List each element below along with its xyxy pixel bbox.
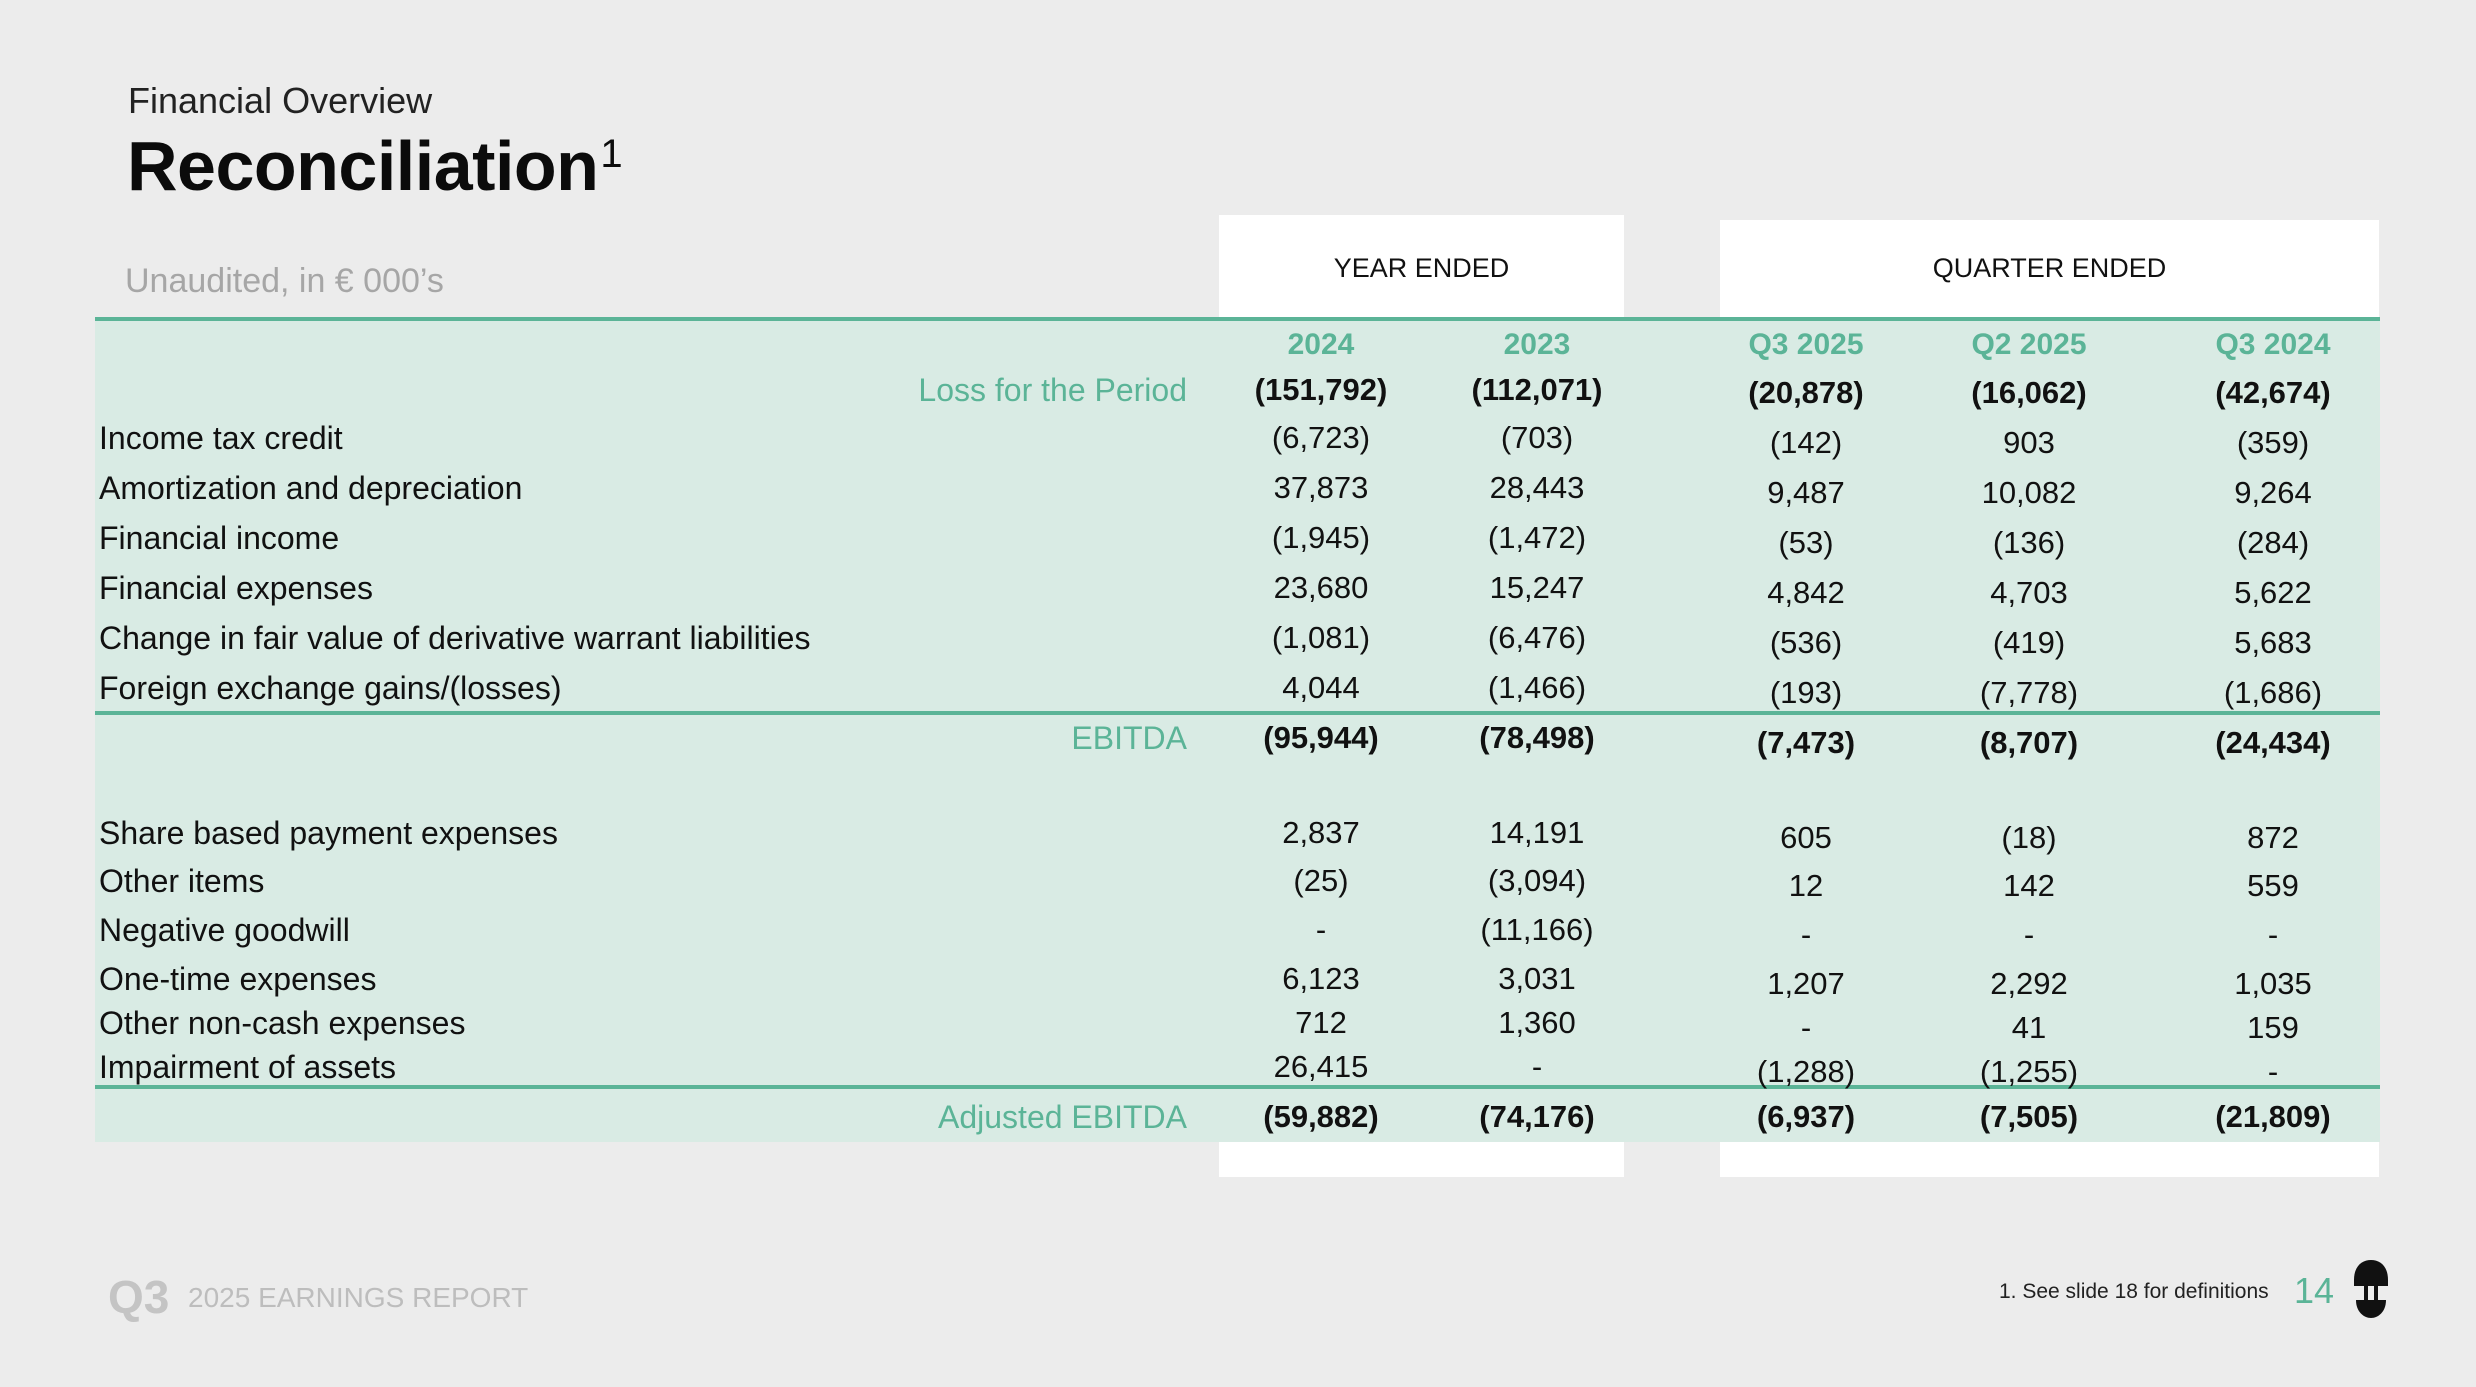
table-cell: - [2023, 917, 2035, 952]
table-cell: 12 [1788, 868, 1824, 903]
row-label: Negative goodwill [99, 912, 350, 948]
table-cell: - [1531, 1049, 1543, 1084]
table-cell: 712 [1295, 1005, 1347, 1040]
table-cell: 1,360 [1498, 1005, 1576, 1040]
table-cell: - [1315, 912, 1327, 947]
footer-quarter: Q3 [108, 1271, 170, 1323]
table-cell: 23,680 [1273, 570, 1369, 605]
row-label: Foreign exchange gains/(losses) [99, 670, 562, 706]
table-cell: (25) [1293, 863, 1349, 898]
table-cell: (112,071) [1471, 372, 1603, 407]
table-cell: - [2267, 917, 2279, 952]
table-cell: 142 [2003, 868, 2055, 903]
table-cell: 9,264 [2234, 475, 2312, 510]
table-cell: (8,707) [1979, 725, 2079, 760]
table-cell: (16,062) [1971, 375, 2087, 410]
table-cell: (1,686) [2223, 675, 2323, 710]
table-cell: 15,247 [1489, 570, 1585, 605]
units-note: Unaudited, in € 000’s [125, 262, 444, 300]
table-cell: 26,415 [1273, 1049, 1369, 1084]
page-title [127, 126, 622, 206]
section-label: Financial Overview [128, 80, 433, 121]
row-label: Financial expenses [99, 570, 373, 606]
table-cell: (7,505) [1979, 1099, 2079, 1134]
table-cell: (21,809) [2215, 1099, 2331, 1134]
table-cell: - [2267, 1054, 2279, 1089]
page-title-text: Reconciliation [127, 127, 599, 205]
row-label: EBITDA [1071, 720, 1187, 756]
page-number: 14 [2294, 1270, 2335, 1311]
footer-report-title: 2025 EARNINGS REPORT [188, 1282, 529, 1313]
table-cell: (419) [1992, 625, 2066, 660]
table-cell: 1,035 [2234, 966, 2312, 1001]
table-cell: (1,466) [1487, 670, 1587, 705]
table-cell: 14,191 [1489, 815, 1585, 850]
footnote: 1. See slide 18 for definitions [1999, 1280, 2269, 1303]
table-cell: (59,882) [1263, 1099, 1379, 1134]
row-label: One-time expenses [99, 961, 377, 997]
table-cell: 2,837 [1282, 815, 1360, 850]
row-label: Adjusted EBITDA [938, 1099, 1187, 1135]
table-cell: (1,945) [1271, 520, 1371, 555]
table-cell: (7,778) [1979, 675, 2079, 710]
row-label: Financial income [99, 520, 340, 556]
table-cell: 5,622 [2234, 575, 2312, 610]
table-cell: (6,723) [1271, 420, 1371, 455]
table-cell: 559 [2247, 868, 2299, 903]
table-cell: (1,288) [1756, 1054, 1856, 1089]
table-cell: 4,842 [1767, 575, 1845, 610]
table-cell: - [1800, 917, 1812, 952]
table-top-rule [95, 317, 2380, 321]
table-cell: (42,674) [2215, 375, 2331, 410]
table-cell: 4,703 [1990, 575, 2068, 610]
table-cell: (151,792) [1254, 372, 1388, 407]
table-cell: (536) [1769, 625, 1843, 660]
column-header-q3-2025: Q3 2025 [1748, 328, 1864, 361]
table-cell: (74,176) [1479, 1099, 1595, 1134]
table-cell: (193) [1769, 675, 1843, 710]
table-cell: (359) [2236, 425, 2310, 460]
table-cell: 5,683 [2234, 625, 2312, 660]
row-label: Change in fair value of derivative warrant liabilities [99, 620, 811, 656]
table-cell: (703) [1500, 420, 1574, 455]
column-header-2023: 2023 [1503, 328, 1571, 361]
table-cell: (3,094) [1487, 863, 1587, 898]
table-cell: (142) [1769, 425, 1843, 460]
row-label: Amortization and depreciation [99, 470, 523, 506]
table-cell: (18) [2001, 820, 2057, 855]
quarter-ended-header: QUARTER ENDED [1932, 253, 2167, 283]
column-header-q2-2025: Q2 2025 [1971, 328, 2087, 361]
row-label: Income tax credit [99, 420, 343, 456]
table-cell: 903 [2003, 425, 2055, 460]
table-cell: (6,476) [1487, 620, 1587, 655]
row-label: Impairment of assets [99, 1049, 396, 1085]
table-cell: (24,434) [2215, 725, 2331, 760]
table-cell: 37,873 [1273, 470, 1369, 505]
table-cell: (1,081) [1271, 620, 1371, 655]
table-cell: 159 [2247, 1010, 2299, 1045]
table-cell: (53) [1778, 525, 1834, 560]
table-cell: 41 [2011, 1010, 2047, 1045]
table-cell: 1,207 [1767, 966, 1845, 1001]
table-cell: (11,166) [1480, 912, 1594, 947]
table-cell: 2,292 [1990, 966, 2068, 1001]
table-cell: 4,044 [1282, 670, 1360, 705]
table-cell: 10,082 [1981, 475, 2077, 510]
table-cell: 605 [1780, 820, 1832, 855]
table-cell: (20,878) [1748, 375, 1864, 410]
row-label: Share based payment expenses [99, 815, 558, 851]
year-ended-header: YEAR ENDED [1333, 253, 1510, 283]
table-cell: 872 [2247, 820, 2299, 855]
table-cell: (7,473) [1756, 725, 1856, 760]
table-cell: (1,472) [1487, 520, 1587, 555]
row-label: Loss for the Period [918, 372, 1187, 408]
row-label: Other non-cash expenses [99, 1005, 466, 1041]
ebitda-rule [95, 711, 2380, 715]
column-header-2024: 2024 [1287, 328, 1355, 361]
table-cell: 3,031 [1498, 961, 1576, 996]
table-cell: (284) [2236, 525, 2310, 560]
table-cell: 6,123 [1282, 961, 1360, 996]
brand-logo-icon [2350, 1258, 2392, 1322]
table-cell: 9,487 [1767, 475, 1845, 510]
table-cell: 28,443 [1489, 470, 1585, 505]
title-footnote-marker: 1 [600, 132, 623, 176]
column-header-q3-2024: Q3 2024 [2215, 328, 2331, 361]
row-label: Other items [99, 863, 265, 899]
table-cell: - [1800, 1010, 1812, 1045]
table-cell: (1,255) [1979, 1054, 2079, 1089]
table-cell: (95,944) [1263, 720, 1379, 755]
table-cell: (6,937) [1756, 1099, 1856, 1134]
table-cell: (136) [1992, 525, 2066, 560]
table-cell: (78,498) [1479, 720, 1595, 755]
